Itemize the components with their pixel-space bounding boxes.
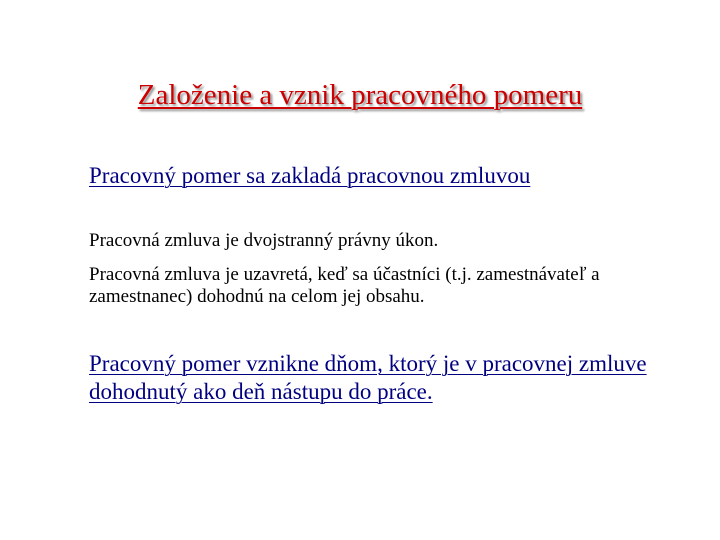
bullet-point-3: Pracovná zmluva je uzavretá, keď sa účastníci (t.j. zamestnávateľ a zamestnanec) dohodnú na celom jej obsahu. [89, 264, 600, 307]
slide-title: Založenie a vznik pracovného pomeru [137, 79, 583, 111]
bullet-point-2: Pracovná zmluva je dvojstranný právny úkon. [89, 230, 439, 251]
bullet-point-1: Pracovný pomer sa zakladá pracovnou zmluvou [89, 163, 531, 188]
bullet-point-4: Pracovný pomer vznikne dňom, ktorý je v pracovnej zmluve dohodnutý ako deň nástupu do práce. [89, 351, 647, 404]
